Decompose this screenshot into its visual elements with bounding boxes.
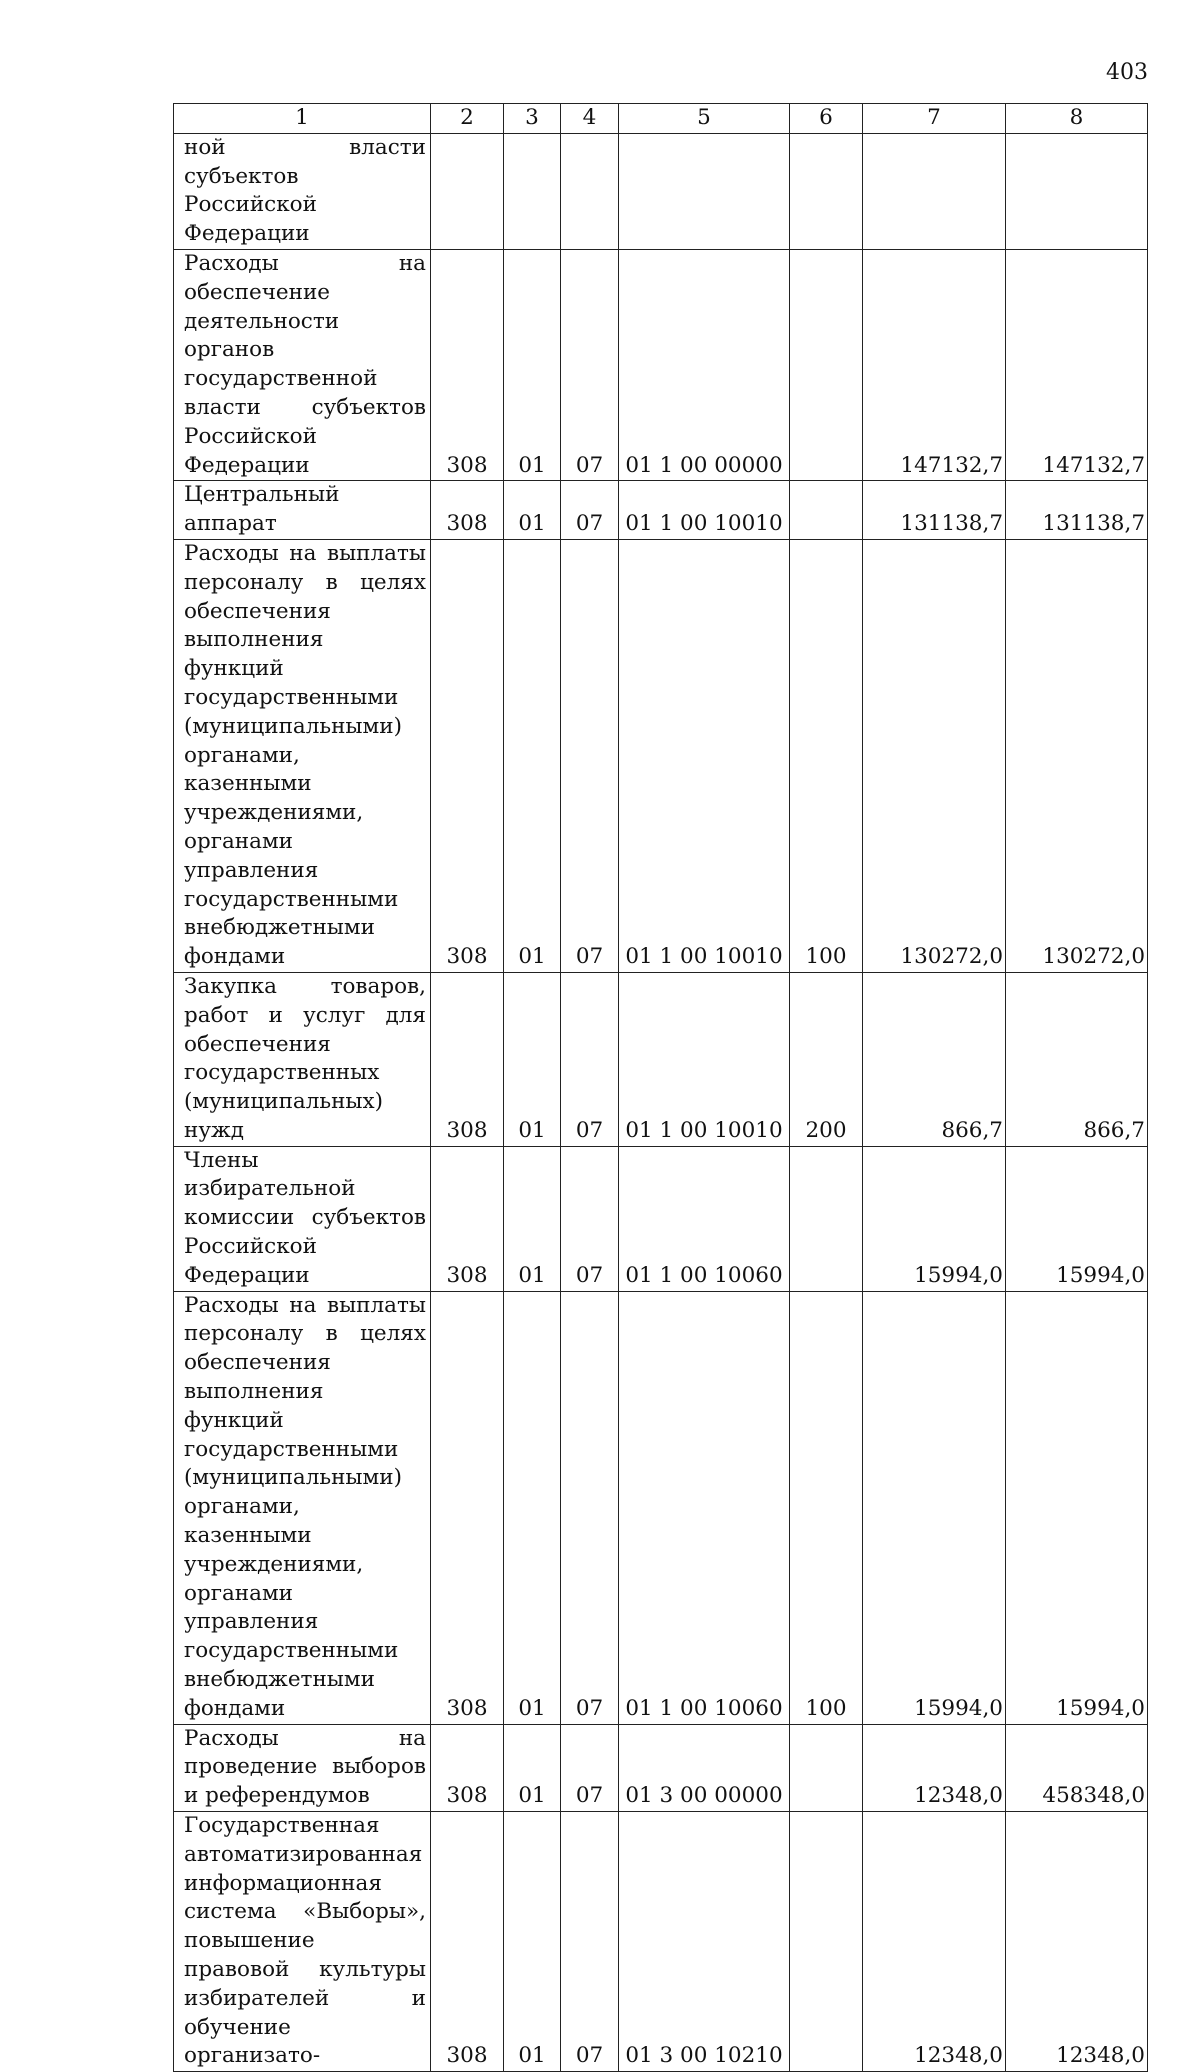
cell-amount-col7: 12348,0 [863,1724,1006,1811]
cell-subsection [561,133,619,249]
table-row [174,1812,1148,2072]
cell-target-article: 01 1 00 10010 [619,539,790,972]
cell-amount-col8: 15994,0 [1006,1146,1148,1291]
column-header: 2 [431,104,504,134]
cell-admin-code [431,133,504,249]
column-header: 3 [504,104,561,134]
row-name: Расходы на выплаты персоналу в целях обеспечения выполнения функций государственными (муниципальными) органами, казенными учреждениями, органами управления государственными внебюджетными фондами [174,539,431,972]
cell-target-article: 01 1 00 00000 [619,249,790,480]
row-name: Государственная автоматизированная информационная система «Выборы», повышение правовой культуры избирателей и обучение организато- [174,1812,431,2072]
cell-amount-col7 [863,133,1006,249]
table-row [174,249,1148,480]
page-number: 403 [1106,60,1148,85]
cell-subsection: 07 [561,1812,619,2072]
cell-amount-col8: 130272,0 [1006,539,1148,972]
cell-expense-type: 100 [790,539,863,972]
cell-amount-col8 [1006,133,1148,249]
cell-admin-code: 308 [431,1812,504,2072]
column-header: 7 [863,104,1006,134]
cell-section: 01 [504,249,561,480]
cell-admin-code: 308 [431,1146,504,1291]
cell-section: 01 [504,972,561,1146]
cell-expense-type: 200 [790,972,863,1146]
column-header: 8 [1006,104,1148,134]
cell-subsection: 07 [561,1291,619,1724]
cell-amount-col8: 12348,0 [1006,1812,1148,2072]
cell-target-article: 01 1 00 10060 [619,1291,790,1724]
cell-expense-type [790,481,863,540]
cell-target-article: 01 1 00 10010 [619,481,790,540]
cell-expense-type [790,1146,863,1291]
cell-subsection: 07 [561,481,619,540]
row-name: ной власти субъектов Российской Федерации [174,133,431,249]
cell-subsection: 07 [561,539,619,972]
column-header: 1 [174,104,431,134]
cell-expense-type [790,133,863,249]
cell-target-article: 01 1 00 10060 [619,1146,790,1291]
cell-target-article: 01 3 00 00000 [619,1724,790,1811]
cell-admin-code: 308 [431,539,504,972]
cell-target-article [619,133,790,249]
cell-expense-type: 100 [790,1291,863,1724]
cell-amount-col8: 131138,7 [1006,481,1148,540]
cell-amount-col7: 15994,0 [863,1146,1006,1291]
cell-amount-col7: 15994,0 [863,1291,1006,1724]
row-name: Расходы на проведение выборов и референдумов [174,1724,431,1811]
header-row [174,104,1148,134]
table-row [174,539,1148,972]
cell-admin-code: 308 [431,481,504,540]
cell-target-article: 01 1 00 10010 [619,972,790,1146]
column-header: 6 [790,104,863,134]
cell-amount-col7: 131138,7 [863,481,1006,540]
table-row [174,972,1148,1146]
cell-amount-col8: 15994,0 [1006,1291,1148,1724]
cell-section: 01 [504,481,561,540]
row-name: Члены избирательной комиссии субъектов Российской Федерации [174,1146,431,1291]
row-name: Закупка товаров, работ и услуг для обеспечения государственных (муниципальных) нужд [174,972,431,1146]
row-name: Расходы на выплаты персоналу в целях обеспечения выполнения функций государственными (муниципальными) органами, казенными учреждениями, органами управления государственными внебюджетными фондами [174,1291,431,1724]
cell-expense-type [790,1724,863,1811]
cell-admin-code: 308 [431,972,504,1146]
cell-subsection: 07 [561,1146,619,1291]
cell-subsection: 07 [561,972,619,1146]
cell-section: 01 [504,539,561,972]
cell-section: 01 [504,1724,561,1811]
table-row [174,481,1148,540]
cell-amount-col8: 458348,0 [1006,1724,1148,1811]
cell-subsection: 07 [561,249,619,480]
table-row [174,133,1148,249]
table-row [174,1724,1148,1811]
cell-target-article: 01 3 00 10210 [619,1812,790,2072]
cell-section: 01 [504,1146,561,1291]
cell-subsection: 07 [561,1724,619,1811]
cell-section: 01 [504,1812,561,2072]
row-name: Расходы на обеспечение деятельности органов государственной власти субъектов Российской Федерации [174,249,431,480]
row-name: Центральный аппарат [174,481,431,540]
column-header: 5 [619,104,790,134]
budget-table [173,103,1148,2072]
cell-expense-type [790,249,863,480]
cell-amount-col7: 866,7 [863,972,1006,1146]
table-row [174,1146,1148,1291]
cell-admin-code: 308 [431,1724,504,1811]
cell-amount-col8: 866,7 [1006,972,1148,1146]
cell-amount-col7: 12348,0 [863,1812,1006,2072]
cell-admin-code: 308 [431,1291,504,1724]
column-header: 4 [561,104,619,134]
table-row [174,1291,1148,1724]
cell-expense-type [790,1812,863,2072]
cell-section: 01 [504,1291,561,1724]
cell-amount-col7: 147132,7 [863,249,1006,480]
cell-amount-col7: 130272,0 [863,539,1006,972]
cell-admin-code: 308 [431,249,504,480]
cell-section [504,133,561,249]
cell-amount-col8: 147132,7 [1006,249,1148,480]
